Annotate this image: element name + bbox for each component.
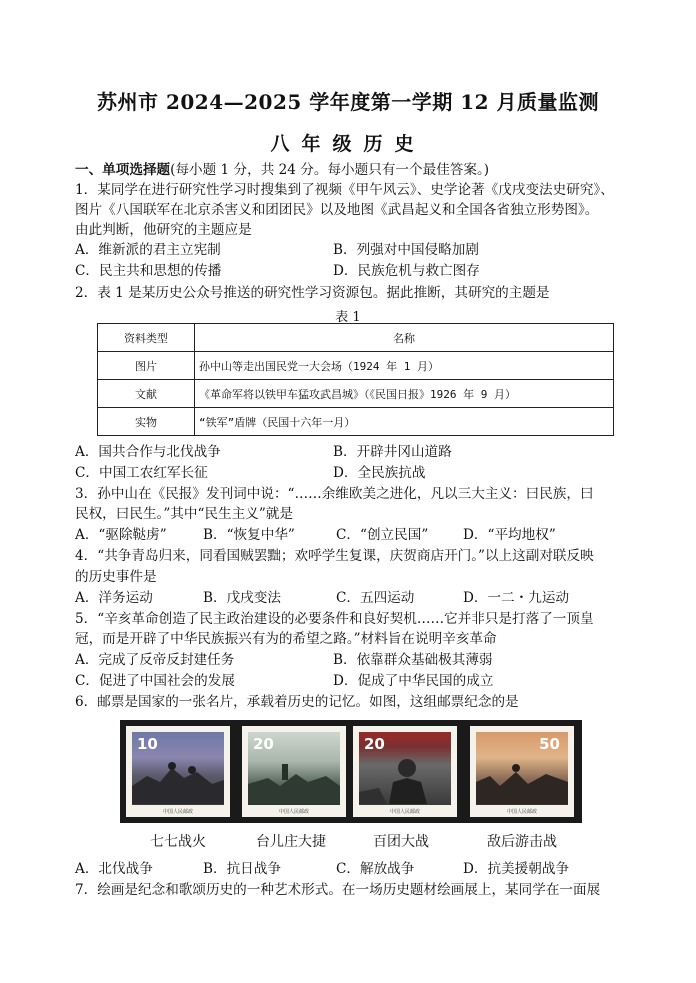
- stamp-1-value: 10: [137, 735, 158, 753]
- q5-option-b: B．依靠群众基础极其薄弱: [333, 652, 493, 668]
- q2-option-c: C．中国工农红军长征: [75, 465, 208, 481]
- q3-option-c: C．“创立民国”: [336, 527, 429, 543]
- guerrilla-illustration: [476, 756, 568, 804]
- q4-line-2: 的历史事件是: [75, 569, 157, 585]
- q4-option-a: A．洋务运动: [75, 590, 153, 606]
- table-header-row: [98, 324, 614, 352]
- section-heading: 一、单项选择题: [75, 162, 171, 178]
- q6-option-c: C．解放战争: [336, 861, 415, 877]
- stamp-set-image: [120, 720, 582, 823]
- stamp-4: 50 中国人民邮政: [470, 726, 574, 817]
- q5-line-2: 冠，而是开辟了中华民族振兴有为的希望之路。”材料旨在说明辛亥革命: [75, 631, 497, 647]
- q4-option-b: B．戊戌变法: [203, 590, 281, 606]
- stamp-4-label: 敌后游击战: [487, 834, 557, 850]
- battle-illustration: [248, 756, 340, 804]
- soldier-illustration: [359, 752, 451, 804]
- q4-line-1: 4．“共争青岛归来，同看国贼罢黜；欢呼学生复课，庆贺商店开门。”以上这副对联反映: [75, 548, 594, 564]
- section-heading-line: [75, 161, 489, 179]
- q2-option-d: D．全民族抗战: [333, 465, 426, 481]
- q3-line-1: 3．孙中山在《民报》发刊词中说：“……余维欧美之进化，凡以三大主义：曰民族，曰: [75, 486, 594, 502]
- stamp-2: 20 中国人民邮政: [242, 726, 346, 817]
- q5-option-d: D．促成了中华民国的成立: [333, 673, 494, 689]
- table-caption: 表 1: [335, 310, 361, 325]
- q3-option-d: D．“平均地权”: [463, 527, 556, 543]
- q1-line-3: 由此判断，他研究的主题应是: [75, 222, 252, 238]
- stamp-3: 20 中国人民邮政: [353, 726, 457, 817]
- stamp-2-label: 台儿庄大捷: [256, 834, 326, 850]
- q3-line-2: 民权，曰民生。”其中“民生主义”就是: [75, 506, 293, 522]
- table-cell: “铁军”盾牌（民国十六年一月）: [195, 408, 614, 436]
- q1-line-1: 1．某同学在进行研究性学习时搜集到了视频《甲午风云》、史学论著《戊戌变法史研究》、: [75, 182, 614, 198]
- stamp-4-value: 50: [539, 735, 560, 753]
- q3-option-a: A．“驱除鞑虏”: [75, 527, 167, 543]
- soldiers-illustration: [132, 756, 224, 804]
- section-note: (每小题 1 分，共 24 分。每小题只有一个最佳答案。): [170, 162, 490, 178]
- stamp-3-value: 20: [364, 735, 385, 753]
- q2-stem: 2．表 1 是某历史公众号推送的研究性学习资源包。据此推断，其研究的主题是: [75, 285, 550, 301]
- resource-table: [97, 323, 614, 436]
- table-cell: 图片: [98, 352, 195, 380]
- q1-option-c: C．民主共和思想的传播: [75, 263, 222, 279]
- table-cell: 实物: [98, 408, 195, 436]
- q1-option-a: A．维新派的君主立宪制: [75, 242, 221, 258]
- table-header-cell: 资料类型: [98, 324, 195, 352]
- q1-option-b: B．列强对中国侵略加剧: [333, 242, 479, 258]
- table-cell: 文献: [98, 380, 195, 408]
- q5-line-1: 5．“辛亥革命创造了民主政治建设的必要条件和良好契机……它并非只是打落了一顶皇: [75, 611, 594, 627]
- table-cell: 《革命军将以铁甲车猛攻武昌城》（《民国日报》1926 年 9 月）: [195, 380, 614, 408]
- exam-subtitle: 八年级历史: [270, 133, 426, 155]
- q4-option-d: D．一二・九运动: [463, 590, 570, 606]
- stamp-1: 10 中国人民邮政: [126, 726, 230, 817]
- q1-line-2: 图片《八国联军在北京杀害义和团团民》以及地图《武昌起义和全国各省独立形势图》。: [75, 202, 599, 218]
- q5-option-c: C．促进了中国社会的发展: [75, 673, 235, 689]
- stamp-3-label: 百团大战: [373, 834, 429, 850]
- q3-option-b: B．“恢复中华”: [203, 527, 295, 543]
- table-row: [98, 408, 614, 436]
- q5-option-a: A．完成了反帝反封建任务: [75, 652, 235, 668]
- q6-option-a: A．北伐战争: [75, 861, 153, 877]
- q4-option-c: C．五四运动: [336, 590, 415, 606]
- q2-option-a: A．国共合作与北伐战争: [75, 444, 221, 460]
- q6-stem: 6．邮票是国家的一张名片，承载着历史的记忆。如图，这组邮票纪念的是: [75, 694, 519, 710]
- q6-option-b: B．抗日战争: [203, 861, 281, 877]
- table-cell: 孙中山等走出国民党一大会场（1924 年 1 月）: [195, 352, 614, 380]
- q6-option-d: D．抗美援朝战争: [463, 861, 570, 877]
- stamp-1-label: 七七战火: [150, 834, 206, 850]
- table-header-cell: 名称: [195, 324, 614, 352]
- table-row: [98, 380, 614, 408]
- stamp-2-value: 20: [253, 735, 274, 753]
- q2-option-b: B．开辟井冈山道路: [333, 444, 452, 460]
- q7-stem: 7．绘画是纪念和歌颂历史的一种艺术形式。在一场历史题材绘画展上，某同学在一面展: [75, 882, 601, 898]
- q1-option-d: D．民族危机与救亡图存: [333, 263, 480, 279]
- exam-title: 苏州市 2024—2025 学年度第一学期 12 月质量监测: [96, 90, 599, 114]
- table-row: [98, 352, 614, 380]
